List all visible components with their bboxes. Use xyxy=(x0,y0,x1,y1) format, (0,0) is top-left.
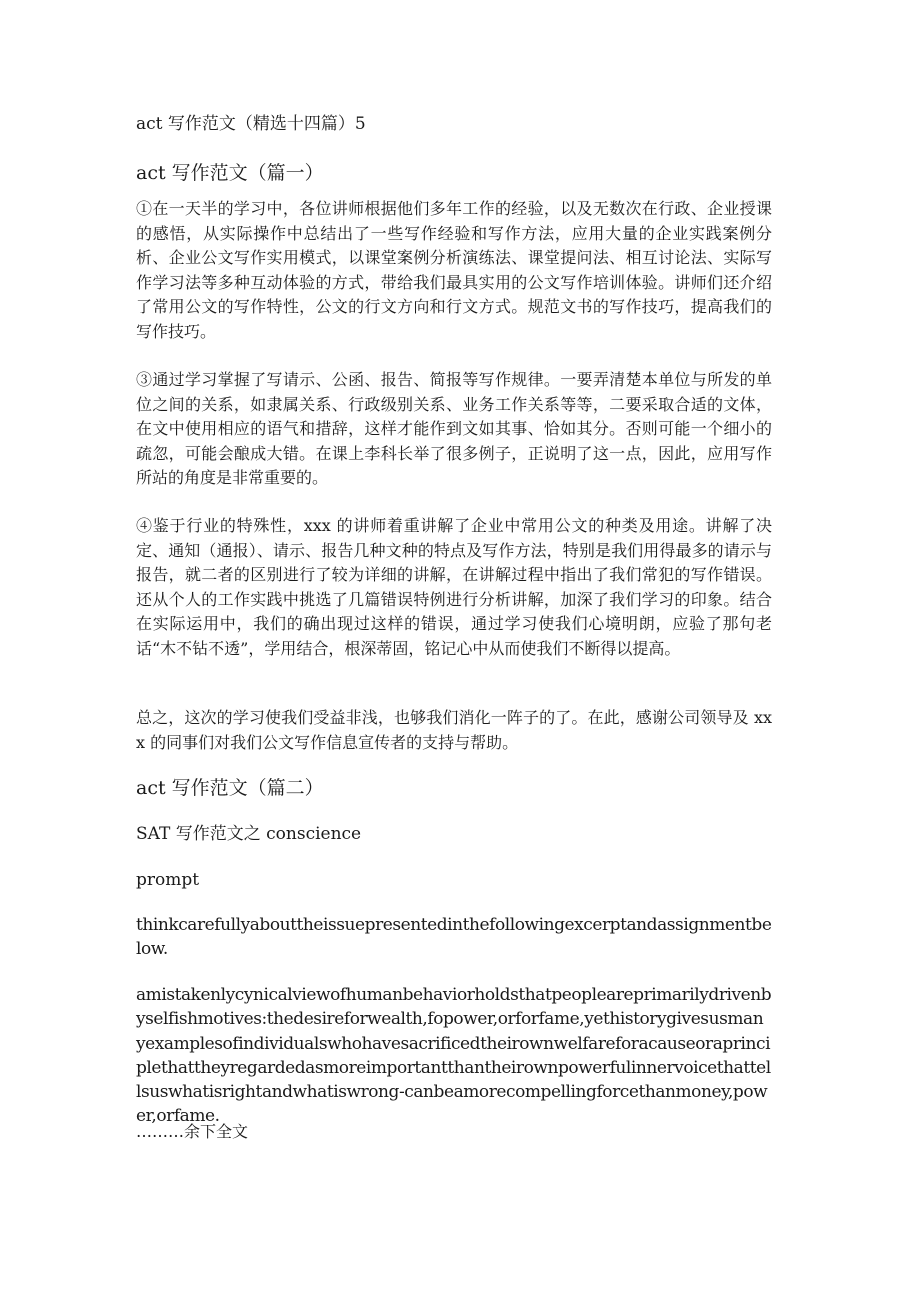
prompt-excerpt: amistakenlycynicalviewofhumanbehaviorholdsthatpeopleareprimarilydrivenbyselfishmotives:thedesireforwealth,fopower,orforfame,yethistorygivesusmanyexamplesofindividualswhohavesacrificedtheirownwelfareforacauseoraprinciplethattheyregardedasmoreimportantthantheirownpowerfulinnervoicethattellsuswhatisrightandwhatiswrong-canbeamorecompellingforcethanmoney,power,orfame. xyxy=(136,985,772,1127)
prompt-instruction: thinkcarefullyabouttheissuepresentedinthefollowingexcerptandassignmentbelow. xyxy=(136,915,772,960)
section-heading-1: act 写作范文（篇一） xyxy=(136,162,324,184)
paragraph-2: ③通过学习掌握了写请示、公函、报告、简报等写作规律。一要弄清楚本单位与所发的单位之间的关系，如隶属关系、行政级别关系、业务工作关系等等，二要采取合适的文体，在文中使用相应的语气和措辞，这样才能作到文如其事、恰如其分。否则可能一个细小的疏忽，可能会酿成大错。在课上李科长举了很多例子，正说明了这一点，因此，应用写作所站的角度是非常重要的。 xyxy=(136,370,772,488)
prompt-label: prompt xyxy=(136,870,200,890)
section-heading-2: act 写作范文（篇二） xyxy=(136,777,324,799)
document-title: act 写作范文（精选十四篇）5 xyxy=(136,114,366,134)
paragraph-4: 总之，这次的学习使我们受益非浅，也够我们消化一阵子的了。在此，感谢公司领导及 xxx 的同事们对我们公文写作信息宣传者的支持与帮助。 xyxy=(136,708,772,752)
paragraph-3: ④鉴于行业的特殊性，xxx 的讲师着重讲解了企业中常用公文的种类及用途。讲解了决定、通知（通报）、请示、报告几种文种的特点及写作方法，特别是我们用得最多的请示与报告，就二者的区别进行了较为详细的讲解，在讲解过程中指出了我们常犯的写作错误。还从个人的工作实践中挑选了几篇错误特例进行分析讲解，加深了我们学习的印象。结合在实际运用中，我们的确出现过这样的错误，通过学习使我们心境明朗，应验了那句老话“木不钻不透”，学用结合，根深蒂固，铭记心中从而使我们不断得以提高。 xyxy=(136,516,772,658)
sat-subtitle: SAT 写作范文之 conscience xyxy=(136,824,362,844)
paragraph-1: ①在一天半的学习中，各位讲师根据他们多年工作的经验，以及无数次在行政、企业授课的感悟，从实际操作中总结出了一些写作经验和写作方法，应用大量的企业实践案例分析、企业公文写作实用模式，以课堂案例分析演练法、课堂提问法、相互讨论法、实际写作学习法等多种互动体验的方式，带给我们最具实用的公文写作培训体验。讲师们还介绍了常用公文的写作特性，公文的行文方向和行文方式。规范文书的写作技巧，提高我们的写作技巧。 xyxy=(136,199,772,341)
read-more-link[interactable]: ………余下全文 xyxy=(136,1122,249,1141)
